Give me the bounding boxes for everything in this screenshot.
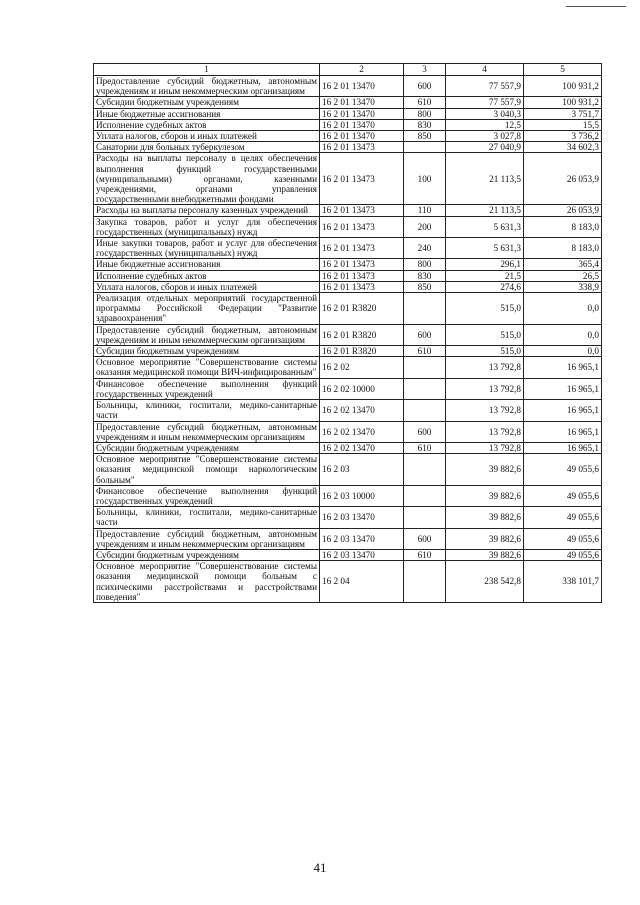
row-code-cell: 16 2 01 13473 [320,270,404,281]
row-value-2018-cell: 26 053,9 [524,153,602,205]
row-expense-type-cell [404,293,446,325]
row-name-cell: Исполнение судебных актов [94,119,320,130]
table-row [94,561,602,603]
row-value-2017-cell: 39 882,6 [446,528,524,549]
row-expense-type-cell [404,378,446,399]
row-name-cell: Предоставление субсидий бюджетным, автономным учреждениям и иным некоммерческим организациям [94,421,320,442]
table-row [94,454,602,486]
row-value-2017-cell: 238 542,8 [446,561,524,603]
table-row [94,270,602,281]
row-code-cell: 16 2 01 13473 [320,153,404,205]
row-name-cell: Иные бюджетные ассигнования [94,259,320,270]
row-value-2017-cell: 3 027,8 [446,131,524,142]
row-value-2018-cell: 16 965,1 [524,442,602,453]
row-value-2018-cell: 16 965,1 [524,400,602,421]
budget-table [93,63,602,603]
row-value-2018-cell: 0,0 [524,346,602,357]
row-code-cell: 16 2 01 13470 [320,119,404,130]
row-value-2018-cell: 338,9 [524,281,602,292]
row-value-2018-cell: 16 965,1 [524,357,602,378]
row-value-2017-cell: 39 882,6 [446,549,524,560]
row-expense-type-cell: 110 [404,205,446,216]
row-value-2017-cell: 39 882,6 [446,485,524,506]
row-value-2018-cell: 0,0 [524,293,602,325]
row-value-2017-cell: 39 882,6 [446,507,524,528]
row-name-cell: Основное мероприятие "Совершенствование системы оказания медицинской помощи больным с психическими расстройствами и расстройствами поведения" [94,561,320,603]
row-expense-type-cell: 850 [404,131,446,142]
row-code-cell: 16 2 02 10000 [320,378,404,399]
row-value-2017-cell: 5 631,3 [446,216,524,237]
row-name-cell: Иные закупки товаров, работ и услуг для обеспечения государственных (муниципальных) нужд [94,238,320,259]
row-code-cell: 16 2 02 [320,357,404,378]
table-row [94,421,602,442]
row-name-cell: Предоставление субсидий бюджетным, автономным учреждениям и иным некоммерческим организациям [94,76,320,97]
row-code-cell: 16 2 04 [320,561,404,603]
row-value-2018-cell: 49 055,6 [524,454,602,486]
row-value-2018-cell: 100 931,2 [524,76,602,97]
row-value-2018-cell: 3 736,2 [524,131,602,142]
row-name-cell: Уплата налогов, сборов и иных платежей [94,131,320,142]
table-row [94,97,602,108]
row-value-2018-cell: 3 751,7 [524,108,602,119]
column-number-row [94,64,602,76]
row-expense-type-cell: 610 [404,346,446,357]
row-value-2017-cell: 13 792,8 [446,357,524,378]
row-expense-type-cell: 600 [404,528,446,549]
row-value-2017-cell: 13 792,8 [446,400,524,421]
row-name-cell: Иные бюджетные ассигнования [94,108,320,119]
table-row [94,357,602,378]
row-code-cell: 16 2 03 [320,454,404,486]
row-code-cell: 16 2 02 13470 [320,421,404,442]
row-expense-type-cell [404,485,446,506]
row-value-2017-cell: 13 792,8 [446,378,524,399]
row-expense-type-cell: 830 [404,119,446,130]
row-name-cell: Предоставление субсидий бюджетным, автономным учреждениям и иным некоммерческим организациям [94,324,320,345]
table-row [94,131,602,142]
row-value-2017-cell: 21,5 [446,270,524,281]
row-name-cell: Субсидии бюджетным учреждениям [94,346,320,357]
row-expense-type-cell: 600 [404,76,446,97]
row-name-cell: Субсидии бюджетным учреждениям [94,549,320,560]
row-code-cell: 16 2 01 13470 [320,76,404,97]
table-row [94,142,602,153]
row-value-2018-cell: 338 101,7 [524,561,602,603]
row-expense-type-cell [404,142,446,153]
row-expense-type-cell: 800 [404,108,446,119]
row-code-cell: 16 2 01 R3820 [320,346,404,357]
table-row [94,281,602,292]
row-value-2017-cell: 515,0 [446,324,524,345]
row-name-cell: Субсидии бюджетным учреждениям [94,442,320,453]
table-row [94,346,602,357]
table-row [94,293,602,325]
row-value-2017-cell: 27 040,9 [446,142,524,153]
column-number-2: 2 [320,64,404,76]
column-number-5: 5 [524,64,602,76]
table-row [94,507,602,528]
row-code-cell: 16 2 01 R3820 [320,293,404,325]
row-code-cell: 16 2 03 10000 [320,485,404,506]
row-value-2018-cell: 16 965,1 [524,421,602,442]
table-row [94,153,602,205]
row-expense-type-cell: 100 [404,153,446,205]
row-value-2017-cell: 13 792,8 [446,442,524,453]
table-row [94,485,602,506]
row-name-cell: Финансовое обеспечение выполнения функций государственных учреждений [94,378,320,399]
row-name-cell: Уплата налогов, сборов и иных платежей [94,281,320,292]
row-value-2018-cell: 15,5 [524,119,602,130]
table-row [94,205,602,216]
row-expense-type-cell: 800 [404,259,446,270]
row-expense-type-cell: 610 [404,97,446,108]
row-expense-type-cell [404,357,446,378]
row-value-2018-cell: 34 602,3 [524,142,602,153]
table-row [94,76,602,97]
row-value-2018-cell: 100 931,2 [524,97,602,108]
row-value-2017-cell: 12,5 [446,119,524,130]
row-name-cell: Предоставление субсидий бюджетным, автономным учреждениям и иным некоммерческим организациям [94,528,320,549]
row-expense-type-cell: 200 [404,216,446,237]
row-value-2017-cell: 21 113,5 [446,205,524,216]
row-value-2017-cell: 13 792,8 [446,421,524,442]
row-name-cell: Финансовое обеспечение выполнения функций государственных учреждений [94,485,320,506]
table-body [94,76,602,603]
row-expense-type-cell [404,561,446,603]
row-expense-type-cell [404,507,446,528]
row-name-cell: Расходы на выплаты персоналу в целях обеспечения выполнения функций государственными (муниципальными) органами, казенными учреждениями, органами управления государственными внебюджетными фондами [94,153,320,205]
table-row [94,324,602,345]
row-code-cell: 16 2 01 13473 [320,281,404,292]
row-value-2017-cell: 21 113,5 [446,153,524,205]
row-code-cell: 16 2 01 13473 [320,259,404,270]
row-name-cell: Исполнение судебных актов [94,270,320,281]
row-name-cell: Основное мероприятие "Совершенствование системы оказания медицинской помощи ВИЧ-инфицированным" [94,357,320,378]
row-value-2017-cell: 515,0 [446,293,524,325]
row-code-cell: 16 2 01 R3820 [320,324,404,345]
row-code-cell: 16 2 01 13473 [320,238,404,259]
row-value-2018-cell: 26 053,9 [524,205,602,216]
row-value-2018-cell: 49 055,6 [524,507,602,528]
row-name-cell: Основное мероприятие "Совершенствование системы оказания медицинской помощи наркологическим больным" [94,454,320,486]
row-value-2017-cell: 39 882,6 [446,454,524,486]
row-expense-type-cell: 850 [404,281,446,292]
row-expense-type-cell [404,454,446,486]
row-expense-type-cell: 610 [404,549,446,560]
table-row [94,549,602,560]
row-name-cell: Расходы на выплаты персоналу казенных учреждений [94,205,320,216]
row-expense-type-cell: 610 [404,442,446,453]
row-value-2017-cell: 296,1 [446,259,524,270]
row-value-2017-cell: 274,6 [446,281,524,292]
table-row [94,108,602,119]
row-name-cell: Санатории для больных туберкулезом [94,142,320,153]
table-row [94,238,602,259]
row-value-2017-cell: 515,0 [446,346,524,357]
top-rule [566,6,626,7]
row-code-cell: 16 2 03 13470 [320,528,404,549]
row-name-cell: Реализация отдельных мероприятий государственной программы Российской Федерации "Развитие здравоохранения" [94,293,320,325]
row-value-2018-cell: 49 055,6 [524,549,602,560]
column-number-4: 4 [446,64,524,76]
row-name-cell: Больницы, клиники, госпитали, медико-санитарные части [94,507,320,528]
row-value-2018-cell: 49 055,6 [524,485,602,506]
row-code-cell: 16 2 01 13473 [320,205,404,216]
column-number-1: 1 [94,64,320,76]
row-code-cell: 16 2 02 13470 [320,400,404,421]
column-number-3: 3 [404,64,446,76]
row-name-cell: Закупка товаров, работ и услуг для обеспечения государственных (муниципальных) нужд [94,216,320,237]
row-code-cell: 16 2 01 13473 [320,142,404,153]
table-row [94,400,602,421]
row-code-cell: 16 2 02 13470 [320,442,404,453]
row-value-2018-cell: 0,0 [524,324,602,345]
table-row [94,528,602,549]
row-code-cell: 16 2 01 13470 [320,108,404,119]
row-value-2017-cell: 5 631,3 [446,238,524,259]
page-number: 41 [313,860,327,875]
row-value-2018-cell: 49 055,6 [524,528,602,549]
row-expense-type-cell: 830 [404,270,446,281]
row-name-cell: Субсидии бюджетным учреждениям [94,97,320,108]
row-value-2017-cell: 77 557,9 [446,97,524,108]
row-value-2018-cell: 365,4 [524,259,602,270]
table-row [94,259,602,270]
row-expense-type-cell: 600 [404,421,446,442]
table-row [94,216,602,237]
row-expense-type-cell [404,400,446,421]
row-value-2017-cell: 3 040,3 [446,108,524,119]
row-name-cell: Больницы, клиники, госпитали, медико-санитарные части [94,400,320,421]
row-code-cell: 16 2 03 13470 [320,549,404,560]
table-row [94,442,602,453]
row-value-2018-cell: 8 183,0 [524,238,602,259]
row-expense-type-cell: 600 [404,324,446,345]
row-value-2018-cell: 26,5 [524,270,602,281]
table-row [94,378,602,399]
row-code-cell: 16 2 01 13470 [320,131,404,142]
row-value-2017-cell: 77 557,9 [446,76,524,97]
row-code-cell: 16 2 03 13470 [320,507,404,528]
row-value-2018-cell: 8 183,0 [524,216,602,237]
row-value-2018-cell: 16 965,1 [524,378,602,399]
table-row [94,119,602,130]
row-code-cell: 16 2 01 13473 [320,216,404,237]
row-code-cell: 16 2 01 13470 [320,97,404,108]
row-expense-type-cell: 240 [404,238,446,259]
